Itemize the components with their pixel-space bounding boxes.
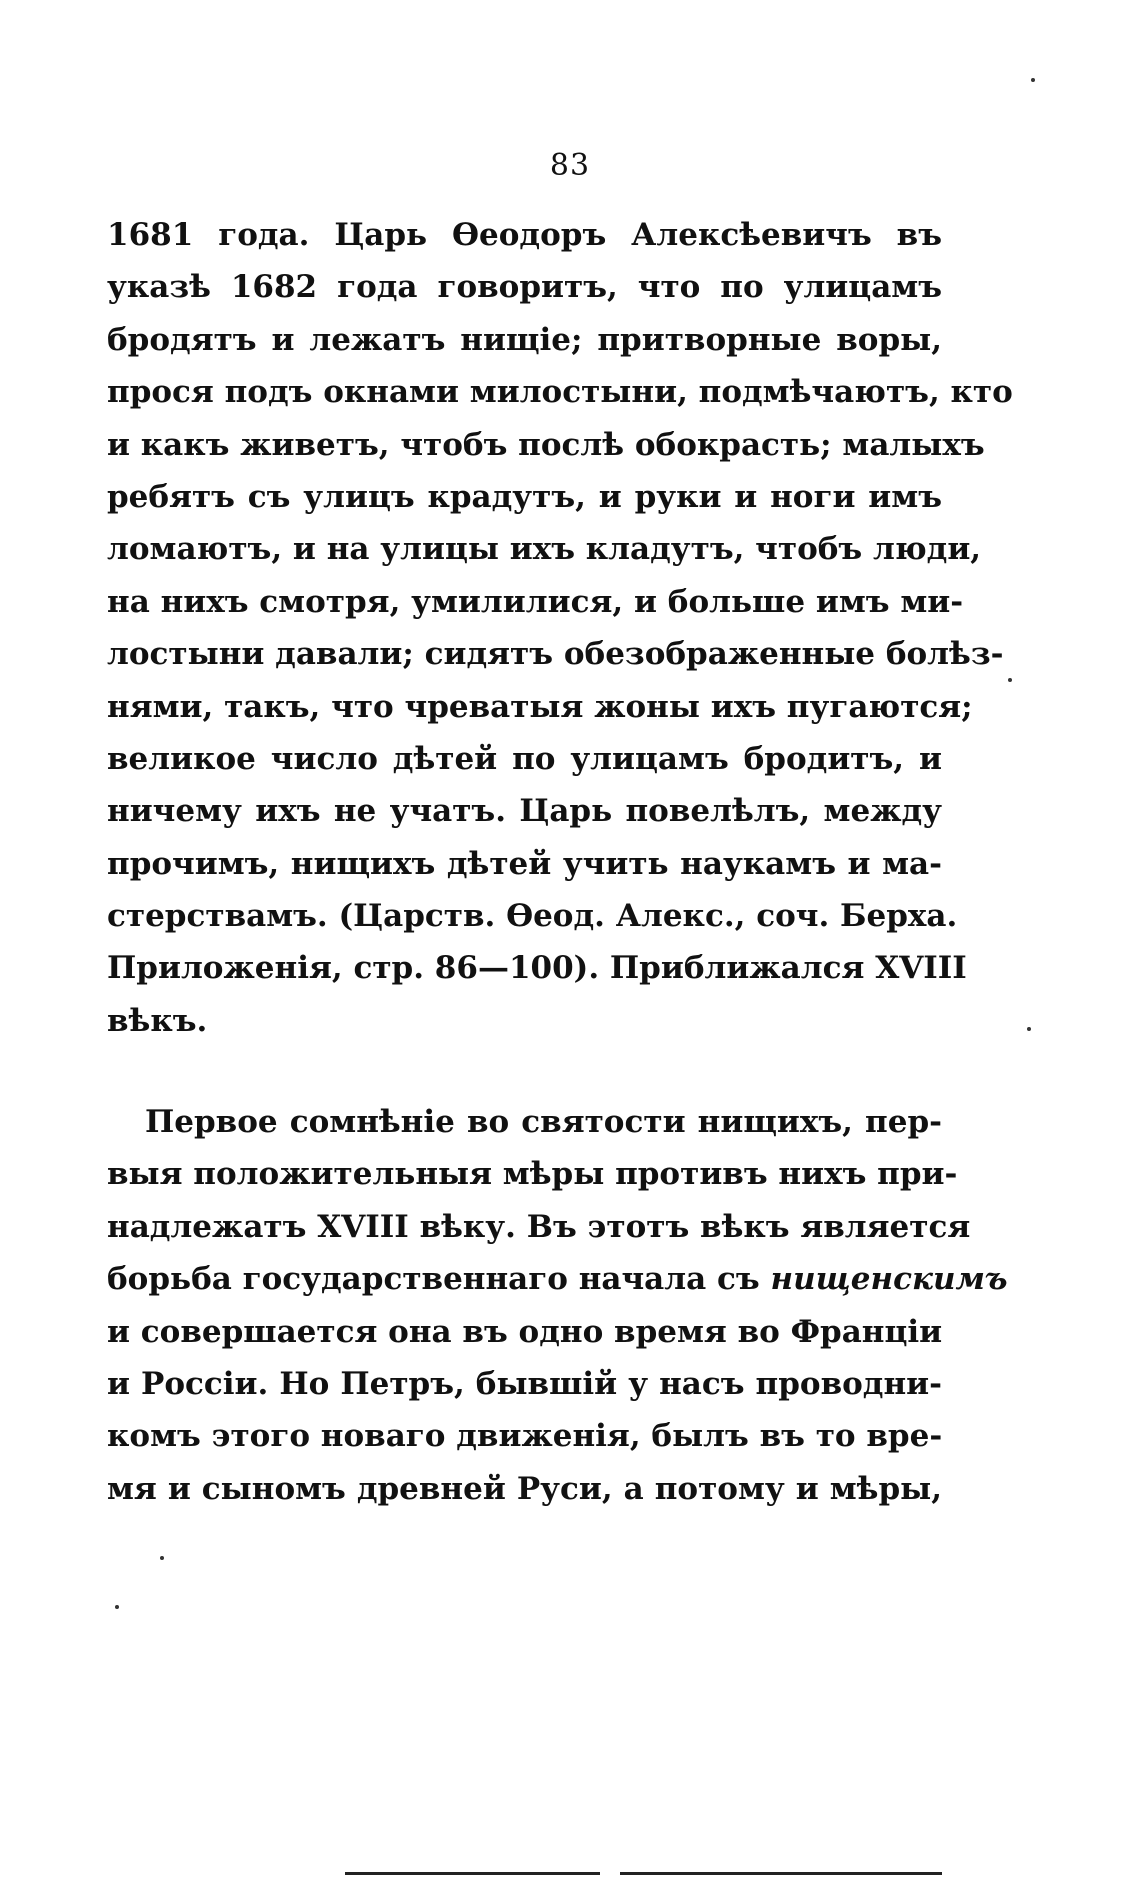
text-line: на нихъ смотря, умилилися, и больше имъ ми- (107, 583, 964, 620)
text-line: указѣ 1682 года говоритъ, что по улицамъ (107, 269, 942, 306)
text-line: нями, такъ, что чреватыя жоны ихъ пугаются; (107, 688, 973, 725)
scan-speck (1008, 678, 1012, 682)
text-line: ребятъ съ улицъ крадутъ, и руки и ноги имъ (107, 478, 942, 515)
text-line: вѣкъ. (107, 1002, 208, 1039)
text-line: ничему ихъ не учатъ. Царь повелѣлъ, между (107, 793, 942, 830)
text-line: Первое сомнѣніе во святости нищихъ, пер- (145, 1104, 942, 1140)
text-line: комъ этого новаго движенія, былъ въ то вре- (107, 1418, 943, 1455)
text-line: надлежатъ XVIII вѣку. Въ этотъ вѣкъ является (107, 1208, 971, 1245)
text-line: выя положительныя мѣры противъ нихъ при- (107, 1156, 958, 1193)
text-line: Приложенія, стр. 86—100). Приближался XVIII (107, 950, 967, 987)
text-line: лостыни давали; сидятъ обезображенные болѣз- (107, 636, 1004, 673)
bottom-rule (620, 1872, 942, 1875)
text-line (107, 1253, 1008, 1305)
scan-speck (1027, 1027, 1031, 1031)
text-line: и Россіи. Но Петръ, бывшій у насъ проводни- (107, 1365, 942, 1402)
italic-word: нищенскимъ (770, 1261, 1008, 1298)
text-span: борьба государственнаго начала съ нищенскимъ (107, 1261, 1008, 1298)
text-line: 1681 года. Царь Ѳеодоръ Алексѣевичъ въ (107, 217, 942, 253)
text-line: стерствамъ. (Царств. Ѳеод. Алекс., соч. Берха. (107, 898, 958, 935)
text-line: великое число дѣтей по улицамъ бродитъ, и (107, 740, 942, 777)
scan-speck (115, 1605, 119, 1609)
paragraph-2 (107, 1096, 1008, 1515)
text-line: бродятъ и лежатъ нищіе; притворные воры, (107, 321, 942, 358)
text-line: и какъ живетъ, чтобъ послѣ обокрасть; малыхъ (107, 426, 985, 463)
paragraph-1 (107, 209, 1013, 1047)
scan-speck (1031, 78, 1035, 82)
text-line: мя и сыномъ древней Руси, а потому и мѣры, (107, 1470, 942, 1507)
text-line: прося подъ окнами милостыни, подмѣчаютъ, кто (107, 374, 1013, 411)
text-line: прочимъ, нищихъ дѣтей учить наукамъ и ма- (107, 845, 942, 882)
text-line: ломаютъ, и на улицы ихъ кладутъ, чтобъ люди, (107, 531, 982, 568)
bottom-rule (345, 1872, 600, 1875)
scan-speck (160, 1556, 164, 1560)
page-number: 83 (549, 148, 591, 183)
text-line: и совершается она въ одно время во Франціи (107, 1313, 943, 1350)
